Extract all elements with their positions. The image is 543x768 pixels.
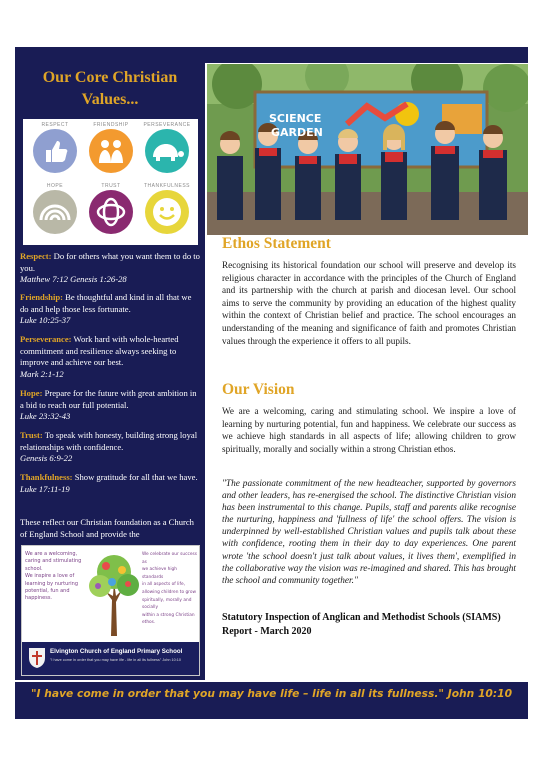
ethos-text: Recognising its historical foundation our school will preserve and develop its religious character in accordance with the principles of the Church of England and its partnership with the church at parish and diocesan level. Our school aims to serve the community by providing an education of the highest quality within the context of Christian belief and practice. The school encourages an understanding of the meaning and significance of faith and promotes Christian values through the experience it offers to all pupils.: [222, 260, 516, 346]
value-name: Friendship:: [20, 292, 63, 302]
value-name: Respect:: [20, 251, 52, 261]
value-description: Prepare for the future with great ambition in a bid to reach our full potential.: [20, 388, 197, 410]
value-perseverance: [138, 121, 196, 181]
ethos-heading: Ethos Statement: [222, 235, 331, 252]
poster-motto: [50, 658, 198, 662]
value-friendship: [82, 121, 140, 181]
value-hope-text: [20, 388, 202, 423]
top-banner: [15, 47, 528, 63]
poster-school-banner: [22, 642, 199, 675]
value-thankfulness-text: [20, 472, 202, 495]
friends-icon: [89, 129, 133, 173]
poster-motto-ref: John 10:10: [162, 658, 182, 662]
siams-report-title: Statutory Inspection of Anglican and Methodist Schools (SIAMS) Report - March 2020: [222, 612, 501, 637]
value-description: Work hard with whole-hearted commitment and resilience always seeking to improve and achieve our best.: [20, 334, 179, 368]
poster-line: We inspire a love of: [25, 573, 75, 580]
poster-motto-text: "I have come in order that you may have life - life in all its fullness": [50, 658, 162, 662]
tree-icon: [88, 552, 140, 636]
value-icon-label: RESPECT: [41, 122, 69, 128]
thumbs-up-icon: [33, 129, 77, 173]
value-icon-label: TRUST: [101, 183, 121, 189]
bible-reference: Luke 23:32-43: [20, 411, 71, 422]
bible-reference: Luke 10:25-37: [20, 315, 71, 326]
values-sidebar: [15, 63, 205, 680]
poster-line: within a strong Christian ethos.: [142, 612, 195, 626]
value-name: Trust:: [20, 430, 43, 440]
values-closing-text: These reflect our Christian foundation as a Church of England School and provide the: [20, 517, 194, 539]
value-description: Do for others what you want them to do to you.: [20, 251, 200, 273]
poster-line: caring and stimulating: [25, 558, 82, 565]
tortoise-icon: [145, 129, 189, 173]
knot-icon: [89, 190, 133, 234]
value-friendship-text: [20, 292, 202, 327]
rainbow-icon: [33, 190, 77, 234]
sidebar-title: [15, 67, 205, 111]
value-name: Perseverance:: [20, 334, 72, 344]
vision-poster-image: [21, 545, 200, 676]
value-icon-label: FRIENDSHIP: [93, 122, 129, 128]
poster-line: school.: [25, 565, 43, 572]
value-trust: [82, 182, 140, 242]
value-description: Be thoughtful and kind in all that we do and help those less fortunate.: [20, 292, 192, 314]
siams-quote: "The passionate commitment of the new headteacher, supported by governors and other leaders, has re-energised the school. The distinctive Christian vision has been instrumental to this change. Pupils, staff and parents alike recognise the nurturing, happiness and 'fullness of life' the school offers. The vision is underpinned by well-established Christian values and pupils talk about these with confidence, rooting them in their day to day experiences. One parent wrote 'the school doesn't just talk about values, it lives them', exemplified in the collaborative way the vision was re-imagined and shared. This has brought the school and community together.": [222, 479, 516, 586]
footer-verse: "I have come in order that you may have life – life in all its fullness." John 10:10: [15, 682, 528, 719]
photo-sign-line: SCIENCE: [269, 112, 322, 125]
poster-line: We celebrate our success as: [142, 552, 197, 565]
values-icons-panel: [23, 119, 198, 245]
value-thankfulness: [138, 182, 196, 242]
vision-heading: Our Vision: [222, 381, 295, 398]
sidebar-title-line: Our Core Christian: [42, 69, 178, 86]
value-description: Show gratitude for all that we have.: [72, 472, 198, 482]
value-name: Thankfulness:: [20, 472, 73, 482]
bible-reference: Mark 2:1-12: [20, 369, 64, 380]
poster-line: in all aspects of life,: [142, 582, 185, 588]
sidebar-title-line: Values...: [81, 91, 139, 108]
bible-reference: Matthew 7:12 Genesis 1:26-28: [20, 274, 127, 285]
pupils-photo: [207, 64, 528, 235]
poster-left-text: [25, 551, 89, 603]
value-icon-label: THANKFULNESS: [143, 183, 190, 189]
value-perseverance-text: [20, 334, 202, 381]
value-trust-text: [20, 430, 202, 465]
poster-line: learning by nurturing: [25, 580, 79, 587]
bible-reference: Genesis 6:9-22: [20, 453, 73, 464]
poster-right-text: [142, 551, 198, 627]
poster-line: we achieve high standards: [142, 567, 178, 580]
poster-school-name: Elvington Church of England Primary School: [50, 648, 183, 655]
poster-line: potential, fun and: [25, 588, 70, 595]
vision-text: We are a welcoming, caring and stimulating school. We inspire a love of learning by nurturing potential, fun and happiness. We celebrate our success as we achieve high standards in all aspects of life; allowing children to grow spiritually, morally and socially within a strong Christian ethos.: [222, 406, 516, 454]
smiley-icon: [145, 190, 189, 234]
photo-sign-line: GARDEN: [271, 126, 323, 139]
value-hope: [26, 182, 84, 242]
value-icon-label: HOPE: [46, 183, 64, 189]
poster-line: spiritually, morally and socially: [142, 597, 192, 611]
poster-line: We are a welcoming,: [25, 551, 78, 557]
value-respect-text: [20, 251, 202, 286]
poster-line: happiness.: [25, 595, 53, 602]
value-name: Hope:: [20, 388, 43, 398]
school-crest-icon: [28, 647, 46, 669]
bible-reference: Luke 17:11-19: [20, 483, 70, 494]
poster-line: allowing children to grow: [142, 589, 197, 595]
value-respect: [26, 121, 84, 181]
value-description: To speak with honesty, building strong loyal relationships with confidence.: [20, 430, 198, 452]
value-icon-label: PERSEVERANCE: [143, 122, 191, 128]
